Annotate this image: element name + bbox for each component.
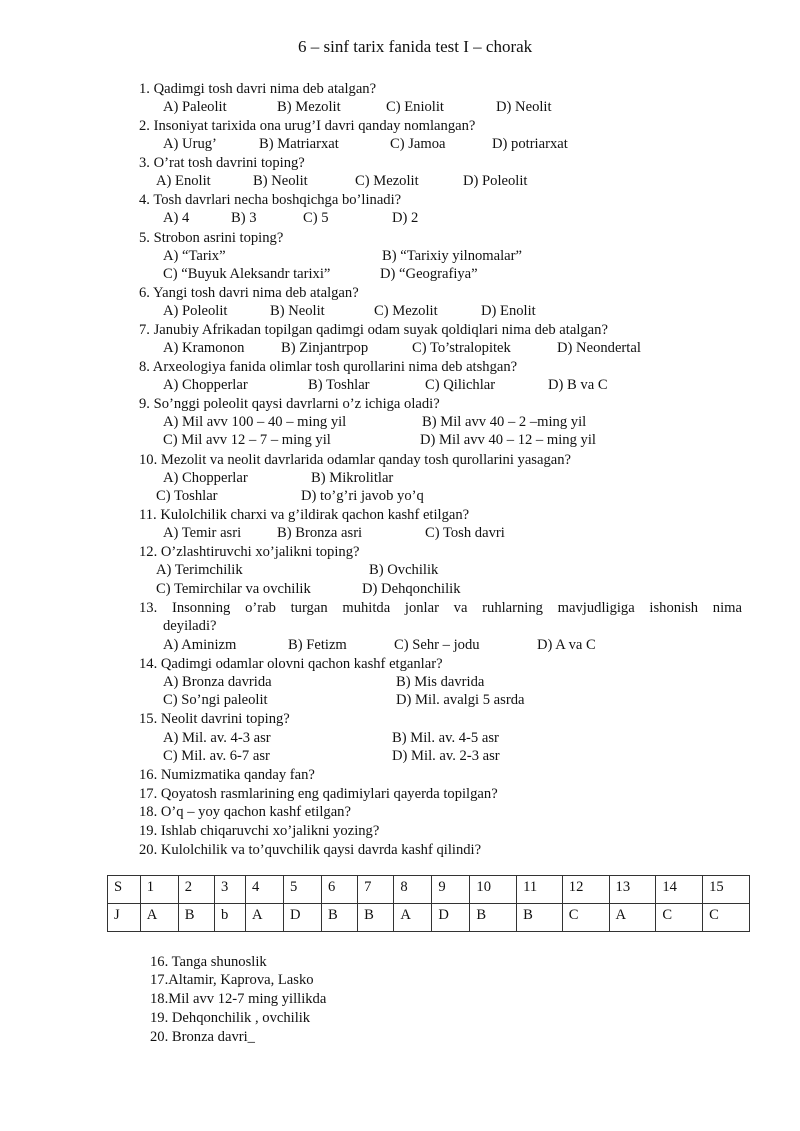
q3-option-b: B) Neolit [253,173,308,189]
table-cell: 3 [214,876,245,904]
table-cell: 15 [703,876,750,904]
q7-option-c: C) To’stralopitek [412,340,511,356]
q1-option-a: A) Paleolit [163,99,227,115]
q1-option-d: D) Neolit [496,99,552,115]
q4-option-c: C) 5 [303,210,329,226]
table-cell: B [358,904,394,932]
table-cell: C [703,904,750,932]
q4-option-b: B) 3 [231,210,257,226]
q8-option-d: D) B va C [548,377,608,393]
q12-option-b: B) Ovchilik [369,562,439,578]
q14-option-b: B) Mis davrida [396,674,485,690]
table-cell: A [140,904,178,932]
table-cell: A [394,904,432,932]
question-13: 13. Insonning o’rab turgan muhitda jonlar va ruhlarning mavjudligiga ishonish nima [139,600,742,616]
q5-option-a: A) “Tarix” [163,248,226,264]
table-cell: 6 [321,876,357,904]
q13-option-c: C) Sehr – jodu [394,637,480,653]
table-cell: 7 [358,876,394,904]
question-14: 14. Qadimgi odamlar olovni qachon kashf etganlar? [139,656,443,672]
table-cell: D [283,904,321,932]
answer-key-table [107,875,750,932]
q15-option-b: B) Mil. av. 4-5 asr [392,730,499,746]
answer-table-row-numbers [108,876,750,904]
q11-option-b: B) Bronza asri [277,525,363,541]
table-cell: 8 [394,876,432,904]
table-cell: B [470,904,517,932]
page-title: 6 – sinf tarix fanida test I – chorak [298,37,533,56]
question-16: 16. Numizmatika qanday fan? [139,767,315,783]
table-cell: S [108,876,141,904]
q9-option-b: B) Mil avv 40 – 2 –ming yil [422,414,587,430]
table-cell: 14 [656,876,703,904]
q14-option-d: D) Mil. avalgi 5 asrda [396,692,525,708]
q8-option-b: B) Toshlar [308,377,370,393]
table-cell: 1 [140,876,178,904]
q12-option-d: D) Dehqonchilik [362,581,461,597]
question-9: 9. So’nggi poleolit qaysi davrlarni o’z ichiga oladi? [139,396,440,412]
table-cell: 11 [517,876,563,904]
table-cell: C [562,904,609,932]
question-12: 12. O’zlashtiruvchi xo’jalikni toping? [139,544,360,560]
table-cell: 10 [470,876,517,904]
table-cell: A [609,904,656,932]
q6-option-c: C) Mezolit [374,303,438,319]
question-4: 4. Tosh davrlari necha boshqichga bo’linadi? [139,192,402,208]
q1-option-b: B) Mezolit [277,99,341,115]
question-7: 7. Janubiy Afrikadan topilgan qadimgi odam suyak qoldiqlari nima deb atalgan? [139,322,608,338]
answer-20: 20. Bronza davri_ [150,1029,255,1045]
table-cell: B [321,904,357,932]
q13-option-a: A) Aminizm [163,637,237,653]
q11-option-a: A) Temir asri [163,525,242,541]
table-cell: A [245,904,283,932]
q7-option-b: B) Zinjantrpop [281,340,369,356]
q13-option-b: B) Fetizm [288,637,347,653]
q4-option-d: D) 2 [392,210,419,226]
table-cell: 13 [609,876,656,904]
question-19: 19. Ishlab chiqaruvchi xo’jalikni yozing? [139,823,380,839]
q1-option-c: C) Eniolit [386,99,444,115]
table-cell: b [214,904,245,932]
question-8: 8. Arxeologiya fanida olimlar tosh qurollarini nima deb atshgan? [139,359,518,375]
q15-option-d: D) Mil. av. 2-3 asr [392,748,500,764]
answer-table-row-answers [108,904,750,932]
question-6: 6. Yangi tosh davri nima deb atalgan? [139,285,359,301]
table-cell: B [178,904,214,932]
question-10: 10. Mezolit va neolit davrlarida odamlar qanday tosh qurollarini yasagan? [139,452,571,468]
q5-option-b: B) “Tarixiy yilnomalar” [382,248,523,264]
table-cell: J [108,904,141,932]
question-18: 18. O’q – yoy qachon kashf etilgan? [139,804,351,820]
table-cell: 4 [245,876,283,904]
question-15: 15. Neolit davrini toping? [139,711,290,727]
q6-option-a: A) Poleolit [163,303,228,319]
table-cell: D [432,904,470,932]
q15-option-c: C) Mil. av. 6-7 asr [163,748,270,764]
q5-option-d: D) “Geografiya” [380,266,478,282]
answer-18: 18.Mil avv 12-7 ming yillikda [150,991,327,1007]
q10-option-c: C) Toshlar [156,488,218,504]
table-cell: B [517,904,563,932]
q6-option-b: B) Neolit [270,303,325,319]
q9-option-d: D) Mil avv 40 – 12 – ming yil [420,432,596,448]
table-cell: 9 [432,876,470,904]
answer-17: 17.Altamir, Kaprova, Lasko [150,972,314,988]
question-3: 3. O’rat tosh davrini toping? [139,155,305,171]
question-2: 2. Insoniyat tarixida ona urug’I davri qanday nomlangan? [139,118,476,134]
q3-option-c: C) Mezolit [355,173,419,189]
q9-option-a: A) Mil avv 100 – 40 – ming yil [163,414,347,430]
q10-option-d: D) to’g’ri javob yo’q [301,488,424,504]
q2-option-a: A) Urug’ [163,136,217,152]
table-cell: 5 [283,876,321,904]
q3-option-a: A) Enolit [156,173,211,189]
table-cell: 12 [562,876,609,904]
q12-option-c: C) Temirchilar va ovchilik [156,581,311,597]
question-17: 17. Qoyatosh rasmlarining eng qadimiylari qayerda topilgan? [139,786,498,802]
question-20: 20. Kulolchilik va to’quvchilik qaysi davrda kashf qilindi? [139,842,482,858]
q15-option-a: A) Mil. av. 4-3 asr [163,730,271,746]
q6-option-d: D) Enolit [481,303,536,319]
q10-option-a: A) Chopperlar [163,470,248,486]
q10-option-b: B) Mikrolitlar [311,470,394,486]
question-13-cont: deyiladi? [163,618,217,634]
q14-option-a: A) Bronza davrida [163,674,272,690]
answer-16: 16. Tanga shunoslik [150,954,267,970]
q2-option-c: C) Jamoa [390,136,446,152]
q9-option-c: C) Mil avv 12 – 7 – ming yil [163,432,331,448]
q3-option-d: D) Poleolit [463,173,528,189]
q2-option-b: B) Matriarxat [259,136,339,152]
q14-option-c: C) So’ngi paleolit [163,692,268,708]
q5-option-c: C) “Buyuk Aleksandr tarixi” [163,266,331,282]
question-1: 1. Qadimgi tosh davri nima deb atalgan? [139,81,377,97]
question-5: 5. Strobon asrini toping? [139,230,284,246]
q4-option-a: A) 4 [163,210,190,226]
q8-option-c: C) Qilichlar [425,377,496,393]
q11-option-c: C) Tosh davri [425,525,505,541]
q12-option-a: A) Terimchilik [156,562,243,578]
q7-option-d: D) Neondertal [557,340,641,356]
table-cell: C [656,904,703,932]
table-cell: 2 [178,876,214,904]
q7-option-a: A) Kramonon [163,340,245,356]
q2-option-d: D) potriarxat [492,136,568,152]
q13-option-d: D) A va C [537,637,596,653]
answer-19: 19. Dehqonchilik , ovchilik [150,1010,311,1026]
q8-option-a: A) Chopperlar [163,377,248,393]
question-11: 11. Kulolchilik charxi va g’ildirak qachon kashf etilgan? [139,507,470,523]
